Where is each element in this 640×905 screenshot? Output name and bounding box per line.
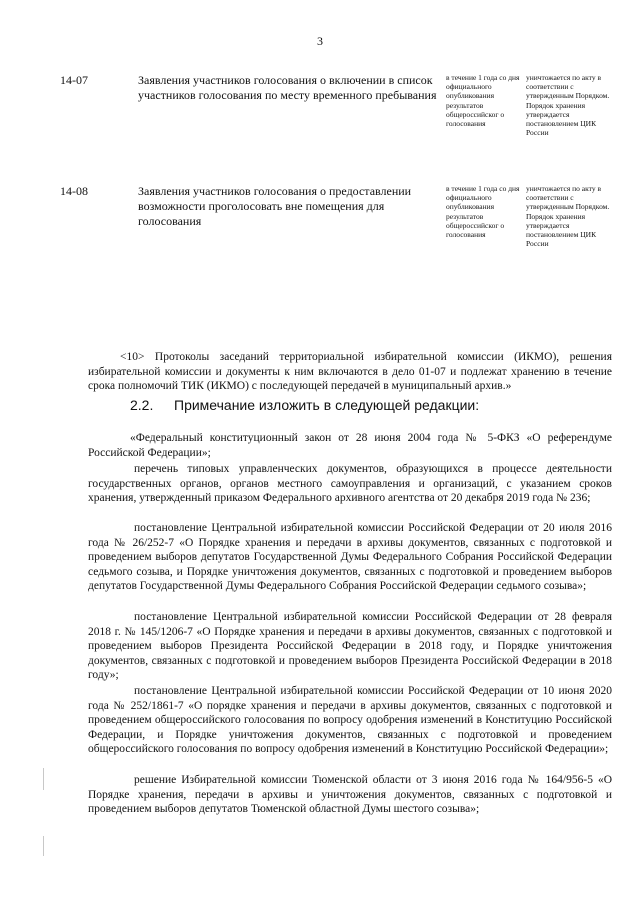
- row-title: Заявления участников голосования о включении в список участников голосования по месту временного пребывания: [138, 73, 437, 102]
- scan-margin-mark: [43, 768, 44, 790]
- table-row: [60, 184, 620, 294]
- footnote-paragraph: <10> Протоколы заседаний территориальной избирательной комиссии (ИКМО), решения избирательной комиссии и документы к ним включаются в дело 01-07 и подлежат хранению в течение срока полномочий ТИК (ИКМО) с последующей передачей в муниципальный архив.»: [88, 351, 612, 393]
- row-code: 14-07: [60, 73, 88, 87]
- page-number: 3: [317, 34, 323, 48]
- section-title: Примечание изложить в следующей редакции:: [174, 397, 480, 413]
- row-note: уничтожается по акту в соответствии с утвержденным Порядком. Порядок хранения утверждается постановлением ЦИК России: [526, 73, 610, 138]
- scan-margin-mark: [43, 836, 44, 856]
- section-heading: [130, 397, 479, 413]
- row-code: 14-08: [60, 184, 88, 198]
- body-paragraph: решение Избирательной комиссии Тюменской области от 3 июня 2016 года № 164/956-5 «О Порядке хранения, передачи в архивы и уничтожения документов, связанных с подготовкой и проведением выборов депутатов Тюменской областной Думы шестого созыва»;: [88, 774, 612, 816]
- body-paragraph: постановление Центральной избирательной комиссии Российской Федерации от 20 июля 2016 года № 26/252-7 «О Порядке хранения и передачи в архивы документов, связанных с подготовкой и проведением выборов депутатов Государственной Думы Федерального Собрания Российской Федерации седьмого созыва, и Порядке уничтожения документов, связанных с подготовкой и проведением выборов депутатов Государственной Думы Федерального Собрания Российской Федерации седьмого созыва»;: [88, 522, 612, 593]
- row-title: Заявления участников голосования о предоставлении возможности проголосовать вне помещения для голосования: [138, 184, 412, 228]
- body-paragraph: постановление Центральной избирательной комиссии Российской Федерации от 10 июня 2020 года № 252/1861-7 «О порядке хранения и передачи в архивы документов, связанных с подготовкой и проведением общероссийского голосования по вопросу одобрения изменений в Конституцию Российской Федерации, и Порядке уничтожения документов, связанных с подготовкой и проведением общероссийского голосования по вопросу одобрения изменений в Конституцию Российской Федерации»;: [88, 685, 612, 756]
- table-row: [60, 73, 620, 183]
- body-paragraph: постановление Центральной избирательной комиссии Российской Федерации от 28 февраля 2018 г. № 145/1206-7 «О Порядке хранения и передачи в архивы документов, связанных с подготовкой и проведением выборов Президента Российской Федерации в 2018 году, и Порядке уничтожения документов, связанных с подготовкой и проведением выборов Президента Российской Федерации в 2018 году»;: [88, 611, 612, 682]
- row-retention-term: в течение 1 года со дня официального опубликования результатов общероссийског о голосования: [446, 73, 520, 129]
- section-number: 2.2.: [130, 397, 154, 413]
- body-paragraph: «Федеральный конституционный закон от 28 июня 2004 года № 5-ФКЗ «О референдуме Российской Федерации»;: [88, 432, 612, 459]
- row-retention-term: в течение 1 года со дня официального опубликования результатов общероссийског о голосования: [446, 184, 520, 240]
- row-note: уничтожается по акту в соответствии с утвержденным Порядком. Порядок хранения утверждается постановлением ЦИК России: [526, 184, 610, 249]
- body-paragraph: перечень типовых управленческих документов, образующихся в процессе деятельности государственных органов, органов местного самоуправления и организаций, с указанием сроков хранения, утвержденный приказом Федерального архивного агентства от 20 декабря 2019 года № 236;: [88, 463, 612, 505]
